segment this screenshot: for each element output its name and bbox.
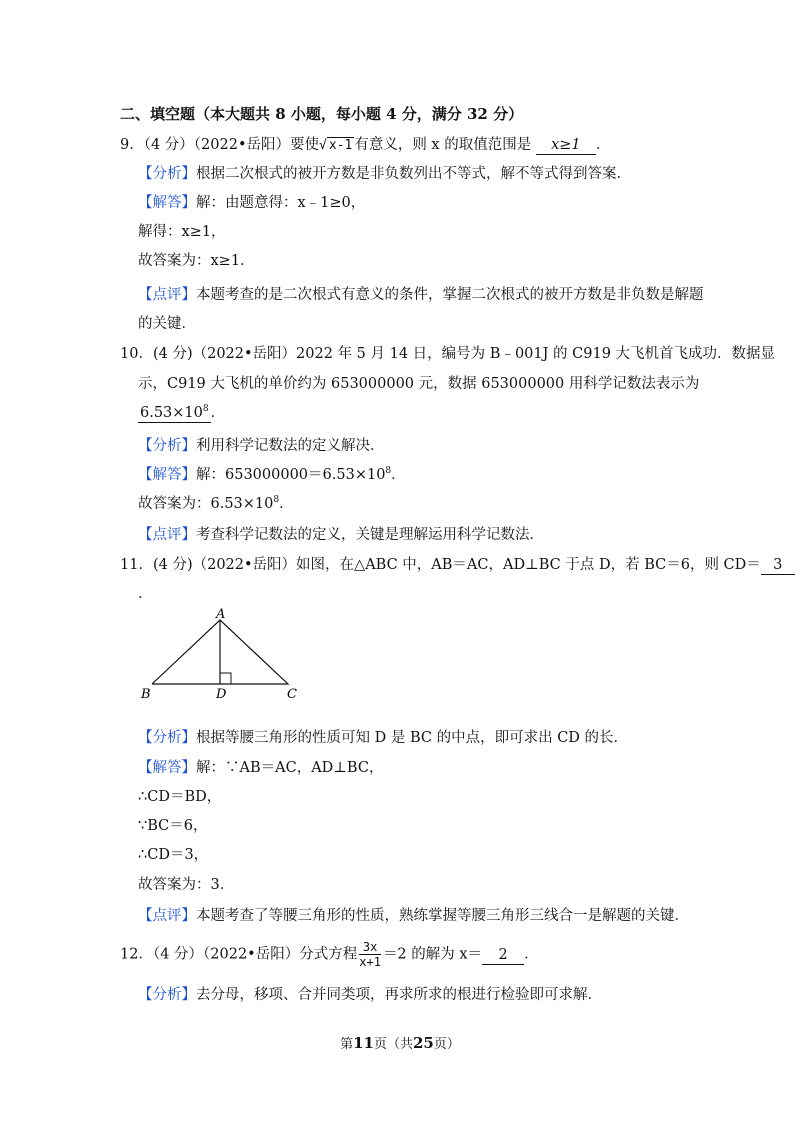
sqrt-expression: √ x-1 — [319, 138, 353, 153]
q9-step: 解得：x≥1， — [138, 224, 226, 240]
q10-blank-line: $6.53\times 10^8$ ． — [140, 404, 226, 421]
q10-analysis: 【分析】利用科学记数法的定义解决． — [138, 438, 385, 454]
label-c: C — [287, 687, 297, 702]
answer-blank: 2 — [482, 946, 524, 965]
q11-step: 故答案为：3． — [138, 877, 235, 893]
fraction: $\frac{3x}{x+1}$ — [359, 940, 381, 969]
question-12: 12．（4 分）（2022•岳阳）分式方程 $\frac{3x}{x+1}$ ＝2 的解为 x＝ 2 ． — [120, 940, 539, 969]
q10-answer: 【解答】解：$653000000=6.53\times 10^8$． — [138, 466, 406, 483]
label-a: A — [216, 608, 226, 622]
q11-step: ∴CD＝BD， — [138, 789, 222, 805]
question-9: 9．（4 分）（2022•岳阳）要使√ x-1 有意义，则 x 的取值范围是 x≥1 ． — [120, 134, 610, 157]
q11-step: ∵BC＝6， — [138, 818, 208, 834]
q11-answer: 【解答】解：∵AB＝AC，AD⊥BC， — [138, 760, 384, 776]
q11-step: ∴CD＝3， — [138, 847, 209, 863]
q12-analysis: 【分析】去分母，移项、合并同类项，再求所求的根进行检验即可求解． — [138, 987, 602, 1003]
section-title: 二、填空题（本大题共 8 小题，每小题 4 分，满分 32 分） — [120, 105, 524, 123]
q9-analysis: 【分析】根据二次根式的被开方数是非负数列出不等式，解不等式得到答案． — [138, 166, 631, 182]
triangle-figure — [135, 608, 315, 703]
page-total: 25 — [413, 1034, 434, 1052]
question-10: 10．(4 分)（2022•岳阳）2022 年 5 月 14 日，编号为 B﹣001J 的 C919 大飞机首飞成功．数据显 — [120, 346, 776, 362]
q9-answer: 【解答】解：由题意得：x﹣1≥0， — [138, 195, 366, 211]
q9-comment: 【点评】本题考查的是二次根式有意义的条件，掌握二次根式的被开方数是非负数是解题 — [138, 287, 704, 303]
q10-comment: 【点评】考查科学记数法的定义，关键是理解运用科学记数法． — [138, 527, 544, 543]
answer-blank: $6.53\times 10^8$ — [140, 404, 209, 421]
question-11: 11．(4 分)（2022•岳阳）如图，在△ABC 中，AB＝AC，AD⊥BC 于点 D，若 BC＝6，则 CD＝ 3 — [120, 554, 795, 576]
right-angle-mark — [220, 673, 231, 684]
answer-blank: x≥1 — [536, 136, 596, 155]
q9-step: 故答案为：x≥1． — [138, 253, 255, 269]
label-b: B — [141, 687, 151, 702]
q9-comment-cont: 的关键． — [138, 316, 196, 332]
q11-comment: 【点评】本题考查了等腰三角形的性质，熟练掌握等腰三角形三线合一是解题的关键． — [138, 908, 689, 924]
page-number: 11 — [353, 1034, 374, 1052]
page-footer: 第11页（共25页） — [340, 1034, 460, 1052]
q11-analysis: 【分析】根据等腰三角形的性质可知 D 是 BC 的中点，即可求出 CD 的长． — [138, 730, 629, 746]
answer-blank: 3 — [761, 556, 795, 575]
q11-end-dot: ． — [138, 586, 153, 602]
label-d: D — [216, 687, 227, 702]
q10-step: 故答案为：$6.53\times 10^8$． — [138, 495, 294, 512]
question-10-cont: 示，C919 大飞机的单价约为 653000000 元，数据 653000000 用科学记数法表示为 — [138, 376, 700, 392]
